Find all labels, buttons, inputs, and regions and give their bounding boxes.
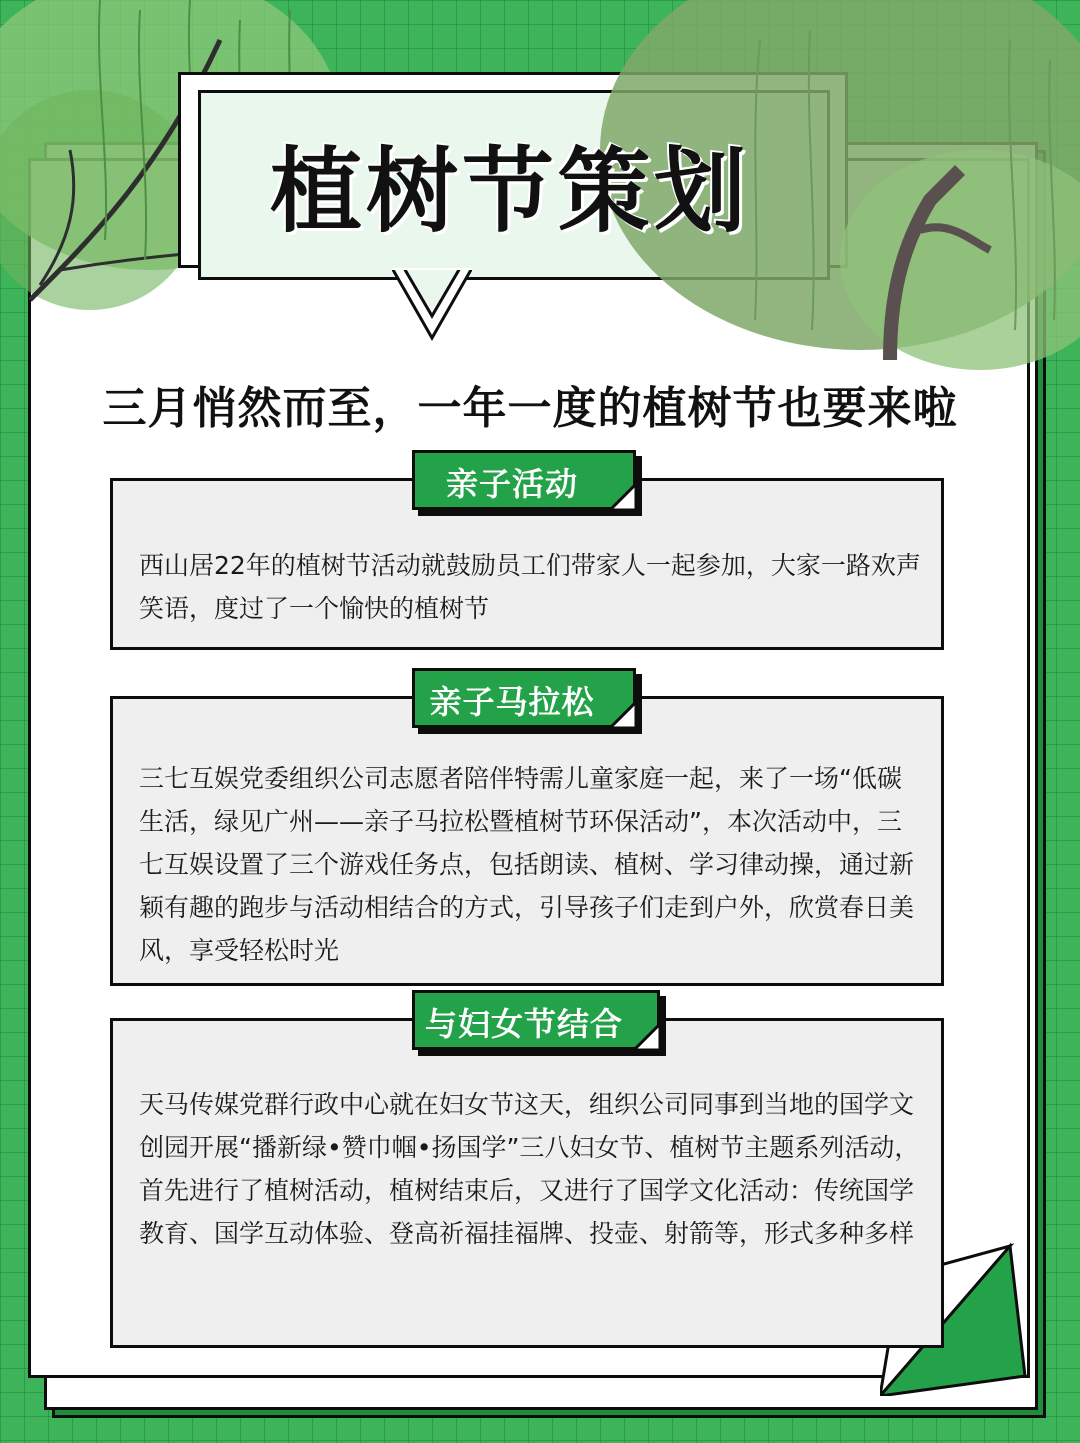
section-text: 三七互娱党委组织公司志愿者陪伴特需儿童家庭一起，来了一场“低碳生活，绿见广州——亲子马拉松暨植树节环保活动”，本次活动中，三七互娱设置了三个游戏任务点，包括朗读、植树、学习律动操，通过新颖有趣的跑步与活动相结合的方式，引导孩子们走到户外，欣赏春日美风，享受轻松时光 — [139, 764, 915, 965]
section-text: 西山居22年的植树节活动就鼓励员工们带家人一起参加，大家一路欢声笑语，度过了一个愉快的植树节 — [139, 551, 921, 623]
speech-pointer-icon — [392, 268, 472, 348]
tab-fold-icon — [632, 1022, 662, 1052]
section-tab-3 — [412, 990, 660, 1050]
section-card-3 — [110, 1018, 944, 1348]
section-tab-2 — [412, 668, 636, 728]
page-title: 植树节策划 — [269, 138, 750, 245]
section-text: 天马传媒党群行政中心就在妇女节这天，组织公司同事到当地的国学文创园开展“播新绿•赞巾帼•扬国学”三八妇女节、植树节主题系列活动，首先进行了植树活动，植树结束后，又进行了国学文化活动：传统国学教育、国学互动体验、登高祈福挂福牌、投壶、射箭等，形式多种多样 — [139, 1090, 920, 1248]
tab-fold-icon — [608, 482, 638, 512]
section-tab-label: 亲子马拉松 — [429, 683, 595, 721]
page-subtitle: 三月悄然而至，一年一度的植树节也要来啦 — [102, 383, 958, 434]
section-tab-1 — [412, 450, 636, 510]
section-tab-label: 与妇女节结合 — [424, 1005, 623, 1043]
section-card-2 — [110, 696, 944, 986]
tab-fold-icon — [608, 700, 638, 730]
section-tab-label: 亲子活动 — [445, 465, 578, 503]
